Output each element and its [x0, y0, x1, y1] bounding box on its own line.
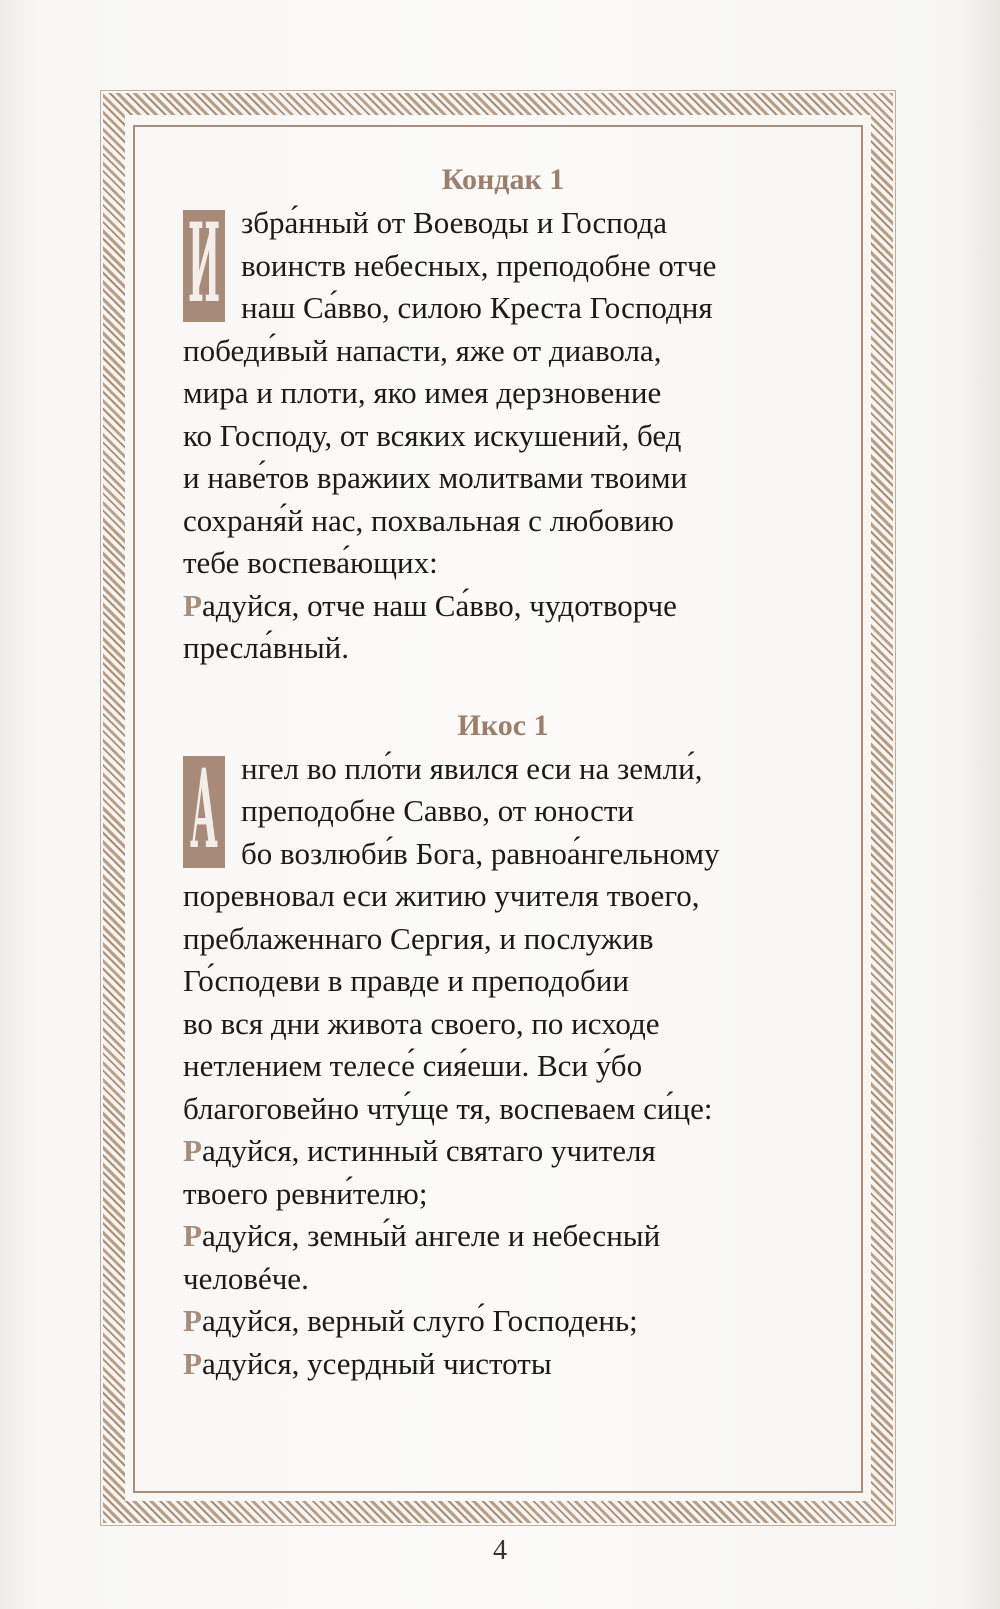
dropcap-initial: А — [183, 756, 225, 868]
text-line: и наве́тов вражиих молитвами твоими — [183, 460, 688, 495]
refrain-text: адуйся, усердный чистоты — [201, 1345, 552, 1381]
refrain-initial: Р — [183, 1133, 202, 1168]
refrain-text: адуйся, земны́й ангеле и небесный — [201, 1218, 661, 1253]
text-line: ко Господу, от всяких искушений, бед — [183, 417, 682, 453]
text-line: нгел во пло́ти явился еси на земли́, — [241, 750, 703, 786]
text-line: бо возлюби́в Бога, равноа́нгельному — [241, 835, 720, 871]
text-line: благоговейно чту́ще тя, воспеваем си́це: — [183, 1090, 713, 1126]
section-gap — [183, 670, 823, 706]
text-line: воинств небесных, преподобне отче — [241, 247, 717, 283]
text-line: Го́сподеви в правде и преподобии — [183, 963, 629, 998]
ikos-text — [183, 748, 823, 1386]
text-line: твоего ревни́телю; — [183, 1175, 428, 1211]
text-line: человéче. — [183, 1260, 309, 1296]
refrain-line — [183, 585, 823, 628]
page-content — [183, 160, 823, 1385]
refrain-initial: Р — [183, 1345, 202, 1381]
refrain-initial: Р — [183, 587, 202, 623]
refrain-line — [183, 1300, 823, 1343]
text-line: преподобне Савво, от юности — [241, 793, 634, 828]
page-number: 4 — [493, 1535, 507, 1566]
refrain-text: адуйся, отче наш Са́вво, чудотворче — [201, 587, 677, 623]
kondak-text — [183, 202, 823, 670]
refrain-text: адуйся, верный слуго́ Господень; — [201, 1303, 638, 1338]
text-line: тебе воспева́ющих: — [183, 545, 438, 580]
text-line: победи́вый напасти, яже от диавола, — [183, 332, 662, 368]
text-line: сохраня́й нас, похвальная с любовию — [183, 502, 674, 538]
text-line: преблаженнаго Сергия, и послужив — [183, 920, 654, 956]
ikos-dropcap-block — [183, 748, 823, 876]
text-line: наш Са́вво, силою Креста Господня — [241, 290, 713, 325]
kondak-dropcap-block — [183, 202, 823, 330]
refrain-text: адуйся, истинный святаго учителя — [201, 1133, 656, 1168]
refrain-initial: Р — [183, 1303, 202, 1338]
text-line: пресла́вный. — [183, 630, 350, 665]
kondak-heading: Кондак 1 — [441, 163, 565, 196]
text-line: поревновал еси житию учителя твоего, — [183, 878, 700, 913]
refrain-line — [183, 1130, 823, 1173]
refrain-line — [183, 1215, 823, 1258]
text-line: мира и плоти, яко имея дерзновение — [183, 375, 662, 410]
ikos-heading: Икос 1 — [457, 708, 549, 742]
refrain-initial: Р — [183, 1218, 202, 1253]
text-line: во вся дни живота своего, по исходе — [183, 1005, 660, 1041]
refrain-line — [183, 1343, 823, 1386]
text-line: збра́нный от Воеводы и Господа — [241, 205, 668, 240]
text-line: нетлением телесе́ сия́еши. Вси у́бо — [183, 1048, 643, 1083]
dropcap-initial: И — [183, 210, 225, 322]
